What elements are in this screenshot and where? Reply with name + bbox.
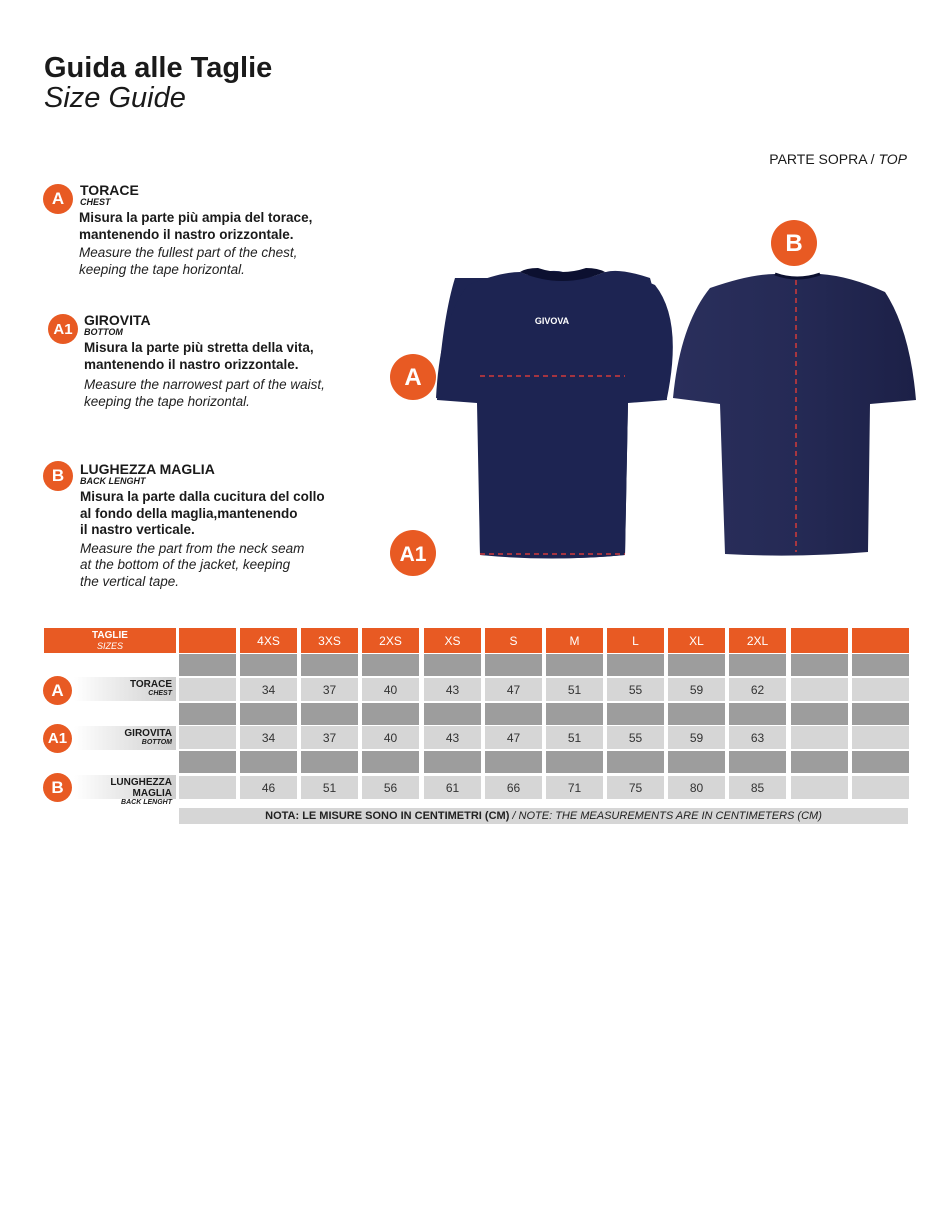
table-value-cell: 46 (240, 776, 297, 799)
table-spacer-cell (729, 703, 786, 725)
table-spacer-cell (607, 703, 664, 725)
badge-a1: A1 (48, 314, 78, 344)
table-spacer-cell (362, 654, 419, 676)
table-value-cell (852, 726, 909, 749)
section-label: PARTE SOPRA / TOP (769, 151, 907, 167)
table-value-cell (791, 776, 848, 799)
table-spacer-cell (362, 703, 419, 725)
table-value-cell (852, 678, 909, 701)
size-header-cell (179, 628, 236, 653)
row-label-text: GIROVITA (124, 728, 172, 739)
table-spacer-cell (729, 751, 786, 773)
table-value-cell: 59 (668, 726, 725, 749)
svg-text:A1: A1 (399, 543, 427, 566)
sizes-sublabel: SIZES (96, 640, 123, 651)
measure-subtitle: BACK LENGHT (80, 476, 146, 486)
table-spacer-cell (362, 751, 419, 773)
table-value-cell: 34 (240, 726, 297, 749)
row-badge-a: A (43, 676, 72, 705)
table-spacer-cell (607, 654, 664, 676)
table-value-cell (852, 776, 909, 799)
table-spacer-cell (424, 703, 481, 725)
table-value-cell: 59 (668, 678, 725, 701)
table-spacer-cell (485, 654, 542, 676)
row-label-length (74, 775, 176, 806)
badge-a: A (43, 184, 73, 214)
table-value-cell: 80 (668, 776, 725, 799)
measure-subtitle: CHEST (80, 197, 111, 207)
table-spacer-cell (668, 654, 725, 676)
table-value-cell: 40 (362, 726, 419, 749)
measure-desc-en: Measure the narrowest part of the waist, keeping the tape horizontal. (84, 377, 325, 409)
table-note (179, 808, 908, 824)
row-label-sub: CHEST (148, 690, 172, 697)
table-spacer-cell (301, 751, 358, 773)
shirt-diagram (380, 210, 930, 590)
table-spacer-cell (546, 703, 603, 725)
table-spacer-cell (668, 703, 725, 725)
table-spacer-cell (852, 654, 909, 676)
size-header-cell: L (607, 628, 664, 653)
row-label-chest (74, 677, 176, 701)
measure-desc-it: Misura la parte più ampia del torace, mantenendo il nastro orizzontale. (79, 210, 313, 242)
table-value-cell (179, 678, 236, 701)
table-value-cell (179, 726, 236, 749)
table-value-cell: 47 (485, 678, 542, 701)
size-header-cell (852, 628, 909, 653)
badge-b: B (43, 461, 73, 491)
sizes-label: TAGLIE (92, 629, 128, 641)
table-value-cell: 43 (424, 726, 481, 749)
size-header-cell: 2XL (729, 628, 786, 653)
table-value-cell: 47 (485, 726, 542, 749)
measure-desc-it: Misura la parte più stretta della vita, mantenendo il nastro orizzontale. (84, 340, 314, 372)
table-spacer-cell (424, 654, 481, 676)
row-label-sub: BOTTOM (141, 739, 172, 746)
svg-text:B: B (785, 230, 803, 257)
note-en: / NOTE: THE MEASUREMENTS ARE IN CENTIMETERS (CM) (512, 810, 822, 822)
table-value-cell: 71 (546, 776, 603, 799)
diagram-badge-a1 (390, 530, 436, 576)
measure-desc-it: Misura la parte dalla cucitura del collo al fondo della maglia,mantenendo il nastro verticale. (80, 489, 325, 537)
table-spacer-cell (240, 654, 297, 676)
table-spacer-cell (791, 751, 848, 773)
table-value-cell: 62 (729, 678, 786, 701)
size-header-cell: XS (424, 628, 481, 653)
table-value-cell: 51 (301, 776, 358, 799)
svg-text:A: A (404, 364, 422, 391)
table-value-cell: 51 (546, 678, 603, 701)
table-spacer-cell (301, 703, 358, 725)
table-spacer-cell (729, 654, 786, 676)
table-spacer-cell (668, 751, 725, 773)
table-spacer-cell (485, 703, 542, 725)
diagram-badge-a (390, 354, 436, 400)
table-spacer-cell (546, 751, 603, 773)
measure-subtitle: BOTTOM (84, 327, 123, 337)
row-label-waist (74, 726, 176, 750)
table-spacer-cell (485, 751, 542, 773)
table-value-cell: 51 (546, 726, 603, 749)
row-badge-a1: A1 (43, 724, 72, 753)
table-value-cell: 55 (607, 726, 664, 749)
table-value-cell: 61 (424, 776, 481, 799)
size-header-cell: 2XS (362, 628, 419, 653)
table-value-cell: 85 (729, 776, 786, 799)
measure-desc-en: Measure the part from the neck seam at the bottom of the jacket, keeping the vertical tape. (80, 540, 305, 589)
table-spacer-cell (791, 654, 848, 676)
table-spacer-cell (301, 654, 358, 676)
measure-title: TORACE (80, 182, 139, 198)
row-label-sub: BACK LENGHT (121, 799, 172, 806)
table-value-cell: 43 (424, 678, 481, 701)
note-it: NOTA: LE MISURE SONO IN CENTIMETRI (CM) (265, 810, 510, 822)
table-value-cell: 37 (301, 726, 358, 749)
table-value-cell: 63 (729, 726, 786, 749)
table-spacer-cell (852, 751, 909, 773)
table-spacer-cell (607, 751, 664, 773)
row-label-text: TORACE (129, 679, 172, 690)
table-value-cell (791, 678, 848, 701)
table-header-label (44, 628, 176, 653)
table-spacer-cell (791, 703, 848, 725)
table-spacer-cell (240, 703, 297, 725)
size-header-cell: 4XS (240, 628, 297, 653)
measure-title: GIROVITA (84, 312, 151, 328)
table-spacer-cell (179, 654, 236, 676)
measure-title: LUGHEZZA MAGLIA (80, 461, 215, 477)
section-label-en: TOP (878, 151, 907, 167)
table-value-cell: 75 (607, 776, 664, 799)
table-spacer-cell (179, 751, 236, 773)
row-badge-b: B (43, 773, 72, 802)
table-value-cell: 55 (607, 678, 664, 701)
section-label-it: PARTE SOPRA (769, 151, 867, 167)
shirt-front-image (436, 268, 673, 559)
measure-desc-en: Measure the fullest part of the chest, keeping the tape horizontal. (79, 245, 298, 277)
page-subtitle: Size Guide (44, 82, 186, 114)
size-header-cell: S (485, 628, 542, 653)
page-title: Guida alle Taglie (44, 52, 273, 84)
shirt-back-image (673, 274, 916, 556)
size-header-cell (791, 628, 848, 653)
size-header-cell: XL (668, 628, 725, 653)
size-header-cell: M (546, 628, 603, 653)
table-value-cell (791, 726, 848, 749)
table-spacer-cell (179, 703, 236, 725)
table-value-cell: 40 (362, 678, 419, 701)
table-spacer-cell (546, 654, 603, 676)
table-value-cell: 34 (240, 678, 297, 701)
table-spacer-cell (240, 751, 297, 773)
diagram-badge-b (771, 220, 817, 266)
table-value-cell: 56 (362, 776, 419, 799)
table-value-cell: 66 (485, 776, 542, 799)
row-label-text: LUNGHEZZA MAGLIA (110, 777, 172, 799)
table-value-cell (179, 776, 236, 799)
size-header-cell: 3XS (301, 628, 358, 653)
table-value-cell: 37 (301, 678, 358, 701)
brand-logo: GIVOVA (534, 316, 570, 326)
table-spacer-cell (424, 751, 481, 773)
table-spacer-cell (852, 703, 909, 725)
